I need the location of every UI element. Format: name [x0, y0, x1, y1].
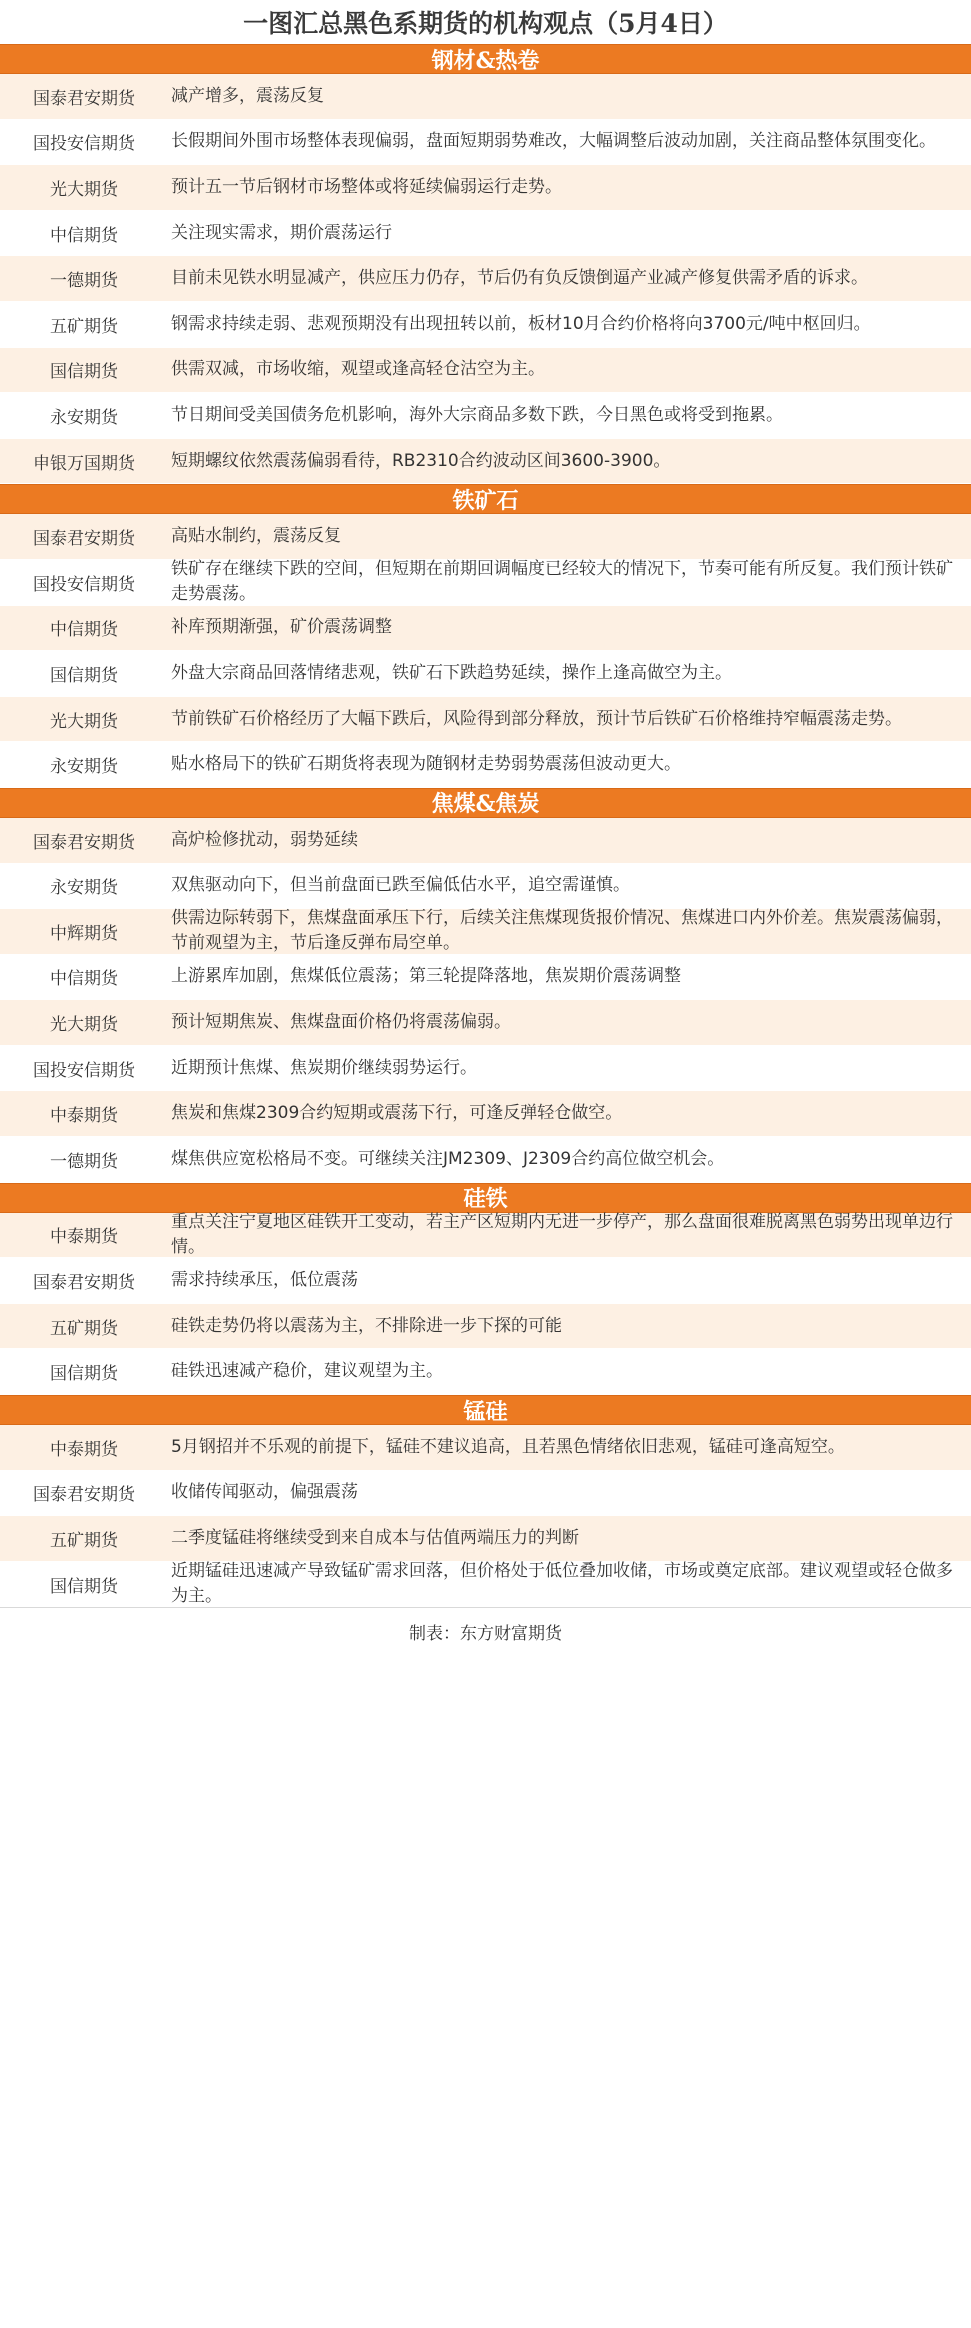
institution-name: 中信期货: [50, 620, 118, 641]
institution-name: 永安期货: [50, 878, 118, 899]
table-row: [0, 302, 971, 348]
institution-view: 焦炭和焦煤2309合约短期或震荡下行，可逢反弹轻仓做空。: [171, 1103, 623, 1124]
institution-name: 五矿期货: [50, 316, 118, 337]
institution-view: 高贴水制约，震荡反复: [171, 526, 341, 547]
institution-name: 国信期货: [50, 362, 118, 383]
table-row: [0, 1516, 971, 1562]
institution-view: 硅铁迅速减产稳价，建议观望为主。: [171, 1361, 443, 1382]
institution-name: 国泰君安期货: [33, 1485, 135, 1506]
institution-view: 供需边际转弱下，焦煤盘面承压下行，后续关注焦煤现货报价情况、焦煤进口内外价差。焦炭震荡偏弱，节前观望为主，节后逢反弹布局空单。: [171, 908, 953, 954]
table-row: [0, 1137, 971, 1183]
institution-name: 中信期货: [50, 969, 118, 990]
table-row: [0, 120, 971, 166]
table-row: [0, 1046, 971, 1092]
institution-view: 外盘大宗商品回落情绪悲观，铁矿石下跌趋势延续，操作上逢高做空为主。: [171, 662, 732, 683]
table-row: [0, 606, 971, 652]
institution-view: 长假期间外围市场整体表现偏弱，盘面短期弱势难改，大幅调整后波动加剧，关注商品整体氛围变化。: [171, 131, 936, 152]
table-row: [0, 955, 971, 1001]
institution-view: 贴水格局下的铁矿石期货将表现为随钢材走势弱势震荡但波动更大。: [171, 754, 681, 775]
institution-name: 五矿期货: [50, 1318, 118, 1339]
institution-view: 关注现实需求，期价震荡运行: [171, 222, 392, 243]
institution-view: 二季度锰硅将继续受到来自成本与估值两端压力的判断: [171, 1528, 579, 1549]
table-row: [0, 651, 971, 697]
institution-name: 中泰期货: [50, 1106, 118, 1127]
institution-name: 光大期货: [50, 1015, 118, 1036]
views-table: [0, 44, 971, 1607]
table-row: [0, 1471, 971, 1517]
table-row: [0, 211, 971, 257]
table-row: [0, 1000, 971, 1046]
institution-name: 光大期货: [50, 711, 118, 732]
institution-view: 重点关注宁夏地区硅铁开工变动，若主产区短期内无进一步停产，那么盘面很难脱离黑色弱势出现单边行情。: [171, 1211, 953, 1257]
table-row: [0, 560, 971, 606]
institution-view: 上游累库加剧，焦煤低位震荡；第三轮提降落地，焦炭期价震荡调整: [171, 966, 681, 987]
institution-name: 国泰君安期货: [33, 832, 135, 853]
table-row: [0, 348, 971, 394]
institution-view: 补库预期渐强，矿价震荡调整: [171, 617, 392, 638]
institution-view: 收储传闻驱动，偏强震荡: [171, 1482, 358, 1503]
institution-name: 一德期货: [50, 271, 118, 292]
institution-name: 中辉期货: [50, 923, 118, 944]
institution-view: 节日期间受美国债务危机影响，海外大宗商品多数下跌，今日黑色或将受到拖累。: [171, 404, 783, 425]
institution-view: 短期螺纹依然震荡偏弱看待，RB2310合约波动区间3600-3900。: [171, 450, 671, 471]
institution-name: 国投安信期货: [33, 1060, 135, 1081]
section-header: 铁矿石: [0, 484, 971, 514]
table-row: [0, 256, 971, 302]
institution-view: 减产增多，震荡反复: [171, 85, 324, 106]
section-header: 钢材&热卷: [0, 44, 971, 74]
institution-name: 国投安信期货: [33, 574, 135, 595]
table-row: [0, 818, 971, 864]
institution-view: 节前铁矿石价格经历了大幅下跌后，风险得到部分释放，预计节后铁矿石价格维持窄幅震荡走势。: [171, 708, 902, 729]
institution-view: 5月钢招并不乐观的前提下，锰硅不建议追高，且若黑色情绪依旧悲观，锰硅可逢高短空。: [171, 1436, 845, 1457]
institution-name: 国泰君安期货: [33, 529, 135, 550]
institution-view: 钢需求持续走弱、悲观预期没有出现扭转以前，板材10月合约价格将向3700元/吨中枢回归。: [171, 313, 871, 334]
institution-name: 国投安信期货: [33, 134, 135, 155]
table-row: [0, 393, 971, 439]
table-row: [0, 909, 971, 955]
institution-view: 需求持续承压，低位震荡: [171, 1270, 358, 1291]
institution-name: 申银万国期货: [33, 453, 135, 474]
table-row: [0, 1304, 971, 1350]
table-row: [0, 697, 971, 743]
institution-name: 光大期货: [50, 179, 118, 200]
institution-view: 煤焦供应宽松格局不变。可继续关注JM2309、J2309合约高位做空机会。: [171, 1148, 725, 1169]
institution-view: 近期锰硅迅速减产导致锰矿需求回落，但价格处于低位叠加收储，市场或奠定底部。建议观望或轻仓做多为主。: [171, 1561, 953, 1607]
institution-name: 国信期货: [50, 1364, 118, 1385]
institution-name: 国信期货: [50, 1576, 118, 1597]
footer-credit: 制表：东方财富期货: [0, 1607, 971, 1654]
institution-name: 五矿期货: [50, 1531, 118, 1552]
institution-name: 中泰期货: [50, 1227, 118, 1248]
table-row: [0, 742, 971, 788]
institution-view: 硅铁走势仍将以震荡为主，不排除进一步下探的可能: [171, 1315, 562, 1336]
institution-name: 国泰君安期货: [33, 88, 135, 109]
institution-view: 铁矿存在继续下跌的空间，但短期在前期回调幅度已经较大的情况下，节奏可能有所反复。我们预计铁矿走势震荡。: [171, 559, 953, 605]
table-row: [0, 1091, 971, 1137]
table-row: [0, 1349, 971, 1395]
table-row: [0, 439, 971, 485]
institution-name: 中信期货: [50, 225, 118, 246]
institution-view: 预计五一节后钢材市场整体或将延续偏弱运行走势。: [171, 176, 562, 197]
institution-view: 供需双减，市场收缩，观望或逢高轻仓沽空为主。: [171, 359, 545, 380]
section-header: 硅铁: [0, 1183, 971, 1213]
institution-view: 目前未见铁水明显减产，供应压力仍存，节后仍有负反馈倒逼产业减产修复供需矛盾的诉求。: [171, 268, 868, 289]
table-row: [0, 1562, 971, 1608]
table-row: [0, 165, 971, 211]
institution-name: 国信期货: [50, 665, 118, 686]
institution-name: 永安期货: [50, 407, 118, 428]
institution-name: 一德期货: [50, 1151, 118, 1172]
institution-name: 国泰君安期货: [33, 1273, 135, 1294]
section-header: 锰硅: [0, 1395, 971, 1425]
institution-view: 近期预计焦煤、焦炭期价继续弱势运行。: [171, 1057, 477, 1078]
table-row: [0, 1213, 971, 1259]
section-header: 焦煤&焦炭: [0, 788, 971, 818]
institution-view: 高炉检修扰动，弱势延续: [171, 829, 358, 850]
table-row: [0, 1258, 971, 1304]
table-row: [0, 74, 971, 120]
institution-name: 中泰期货: [50, 1439, 118, 1460]
table-row: [0, 864, 971, 910]
institution-view: 双焦驱动向下，但当前盘面已跌至偏低估水平，追空需谨慎。: [171, 875, 630, 896]
table-row: [0, 514, 971, 560]
institution-name: 永安期货: [50, 757, 118, 778]
institution-view: 预计短期焦炭、焦煤盘面价格仍将震荡偏弱。: [171, 1012, 511, 1033]
table-row: [0, 1425, 971, 1471]
page-title: 一图汇总黑色系期货的机构观点（5月4日）: [0, 0, 971, 44]
